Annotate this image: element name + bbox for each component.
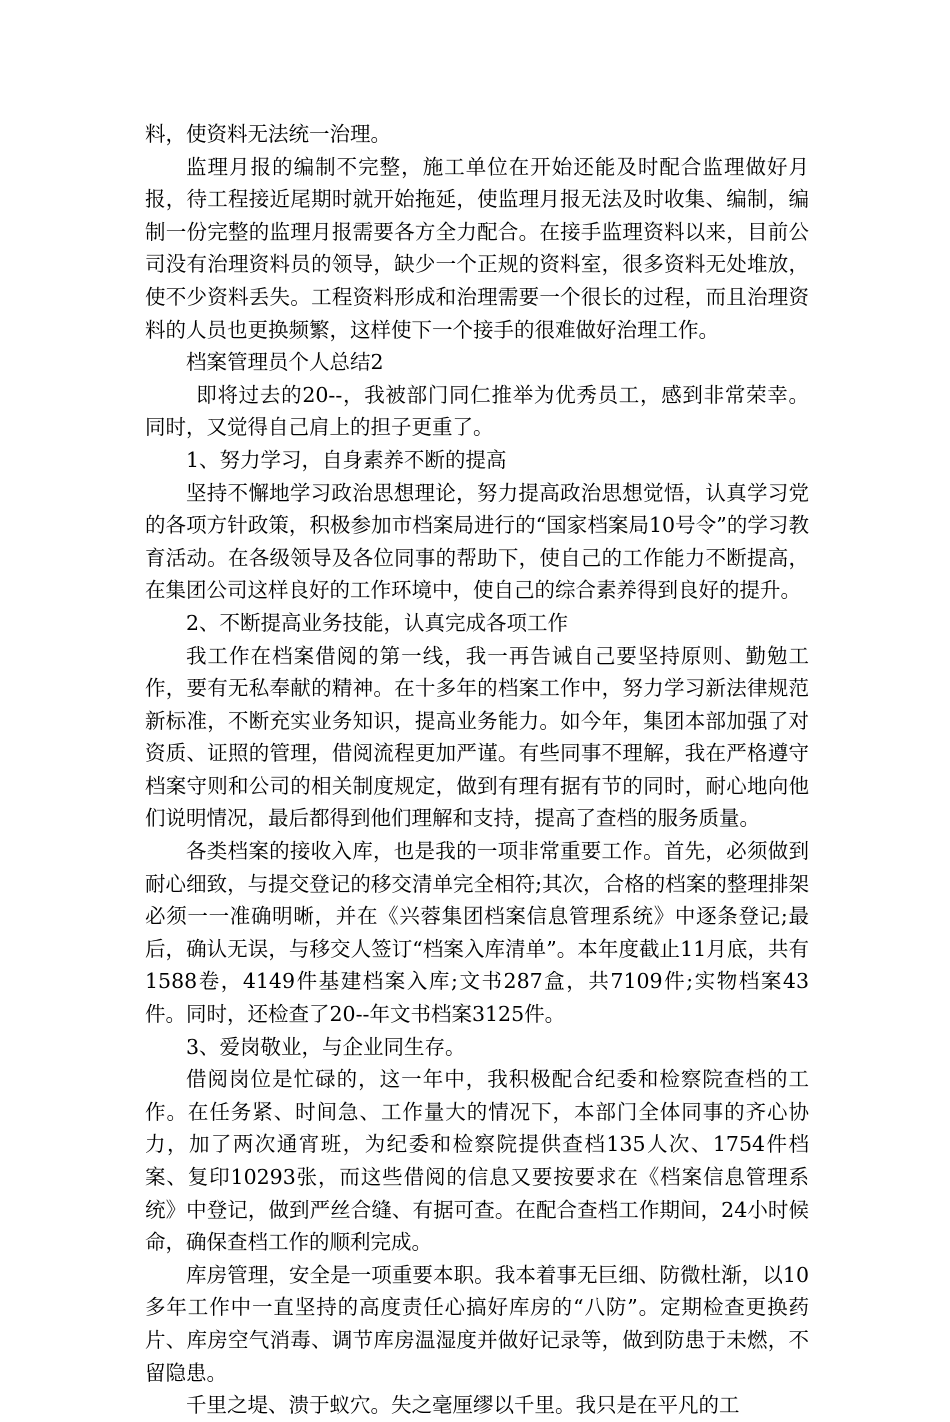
section-title: 档案管理员个人总结2 (186, 350, 384, 375)
paragraph-archiving: 各类档案的接收入库，也是我的一项非常重要工作。首先，必须做到耐心细致，与提交登记的移交清单完全相符;其次，合格的档案的整理排架必须一一准确明晰，并在《兴蓉集团档案信息管理系统》中逐条登记;最后，确认无误，与移交人签订“档案入库清单”。本年度截止11月底，共有1588卷，4149件基建档案入库;文书287盒，共7109件;实物档案43件。同时，还检查了20--年文书档案3125件。 (145, 839, 809, 1027)
paragraph-2: 监理月报的编制不完整，施工单位在开始还能及时配合监理做好月报，待工程接近尾期时就开始拖延，使监理月报无法及时收集、编制，编制一份完整的监理月报需要各方全力配合。在接手监理资料以来，目前公司没有治理资料员的领导，缺少一个正规的资料室，很多资料无处堆放，使不少资料丢失。工程资料形成和治理需要一个很长的过程，而且治理资料的人员也更换频繁，这样使下一个接手的很难做好治理工作。 (145, 154, 809, 342)
paragraph-study: 坚持不懈地学习政治思想理论，努力提高政治思想觉悟，认真学习党的各项方针政策，积极参加市档案局进行的“国家档案局10号令”的学习教育活动。在各级领导及各位同事的帮助下，使自己的工作能力不断提高，在集团公司这样良好的工作环境中，使自己的综合素养得到良好的提升。 (145, 480, 809, 603)
paragraph-storage: 库房管理，安全是一项重要本职。我本着事无巨细、防微杜渐，以10多年工作中一直坚持的高度责任心搞好库房的“八防”。定期检查更换药片、库房空气消毒、调节库房温湿度并做好记录等，做到防患于未燃，不留隐患。 (145, 1262, 809, 1385)
document-page (145, 118, 809, 1422)
paragraph-1: 料，使资料无法统一治理。 (145, 122, 391, 146)
paragraph-intro: 即将过去的20--，我被部门同仁推举为优秀员工，感到非常荣幸。同时，又觉得自己肩上的担子更重了。 (145, 382, 809, 440)
heading-3: 3、爱岗敬业，与企业同生存。 (186, 1034, 466, 1059)
paragraph-closing: 千里之堤、溃于蚁穴。失之毫厘缪以千里。我只是在平凡的工 (186, 1393, 740, 1418)
heading-2: 2、不断提高业务技能，认真完成各项工作 (186, 610, 569, 635)
paragraph-cooperation: 借阅岗位是忙碌的，这一年中，我积极配合纪委和检察院查档的工作。在任务紧、时间急、工作量大的情况下，本部门全体同事的齐心协力，加了两次通宵班，为纪委和检察院提供查档135人次、1754件档案、复印10293张，而这些借阅的信息又要按要求在《档案信息管理系统》中登记，做到严丝合缝、有据可查。在配合查档工作期间，24小时候命，确保查档工作的顺利完成。 (145, 1067, 809, 1255)
heading-1: 1、努力学习，自身素养不断的提高 (186, 447, 507, 472)
paragraph-borrowing: 我工作在档案借阅的第一线，我一再告诫自己要坚持原则、勤勉工作，要有无私奉献的精神。在十多年的档案工作中，努力学习新法律规范新标准，不断充实业务知识，提高业务能力。如今年，集团本部加强了对资质、证照的管理，借阅流程更加严谨。有些同事不理解，我在严格遵守档案守则和公司的相关制度规定，做到有理有据有节的同时，耐心地向他们说明情况，最后都得到他们理解和支持，提高了查档的服务质量。 (145, 643, 809, 831)
